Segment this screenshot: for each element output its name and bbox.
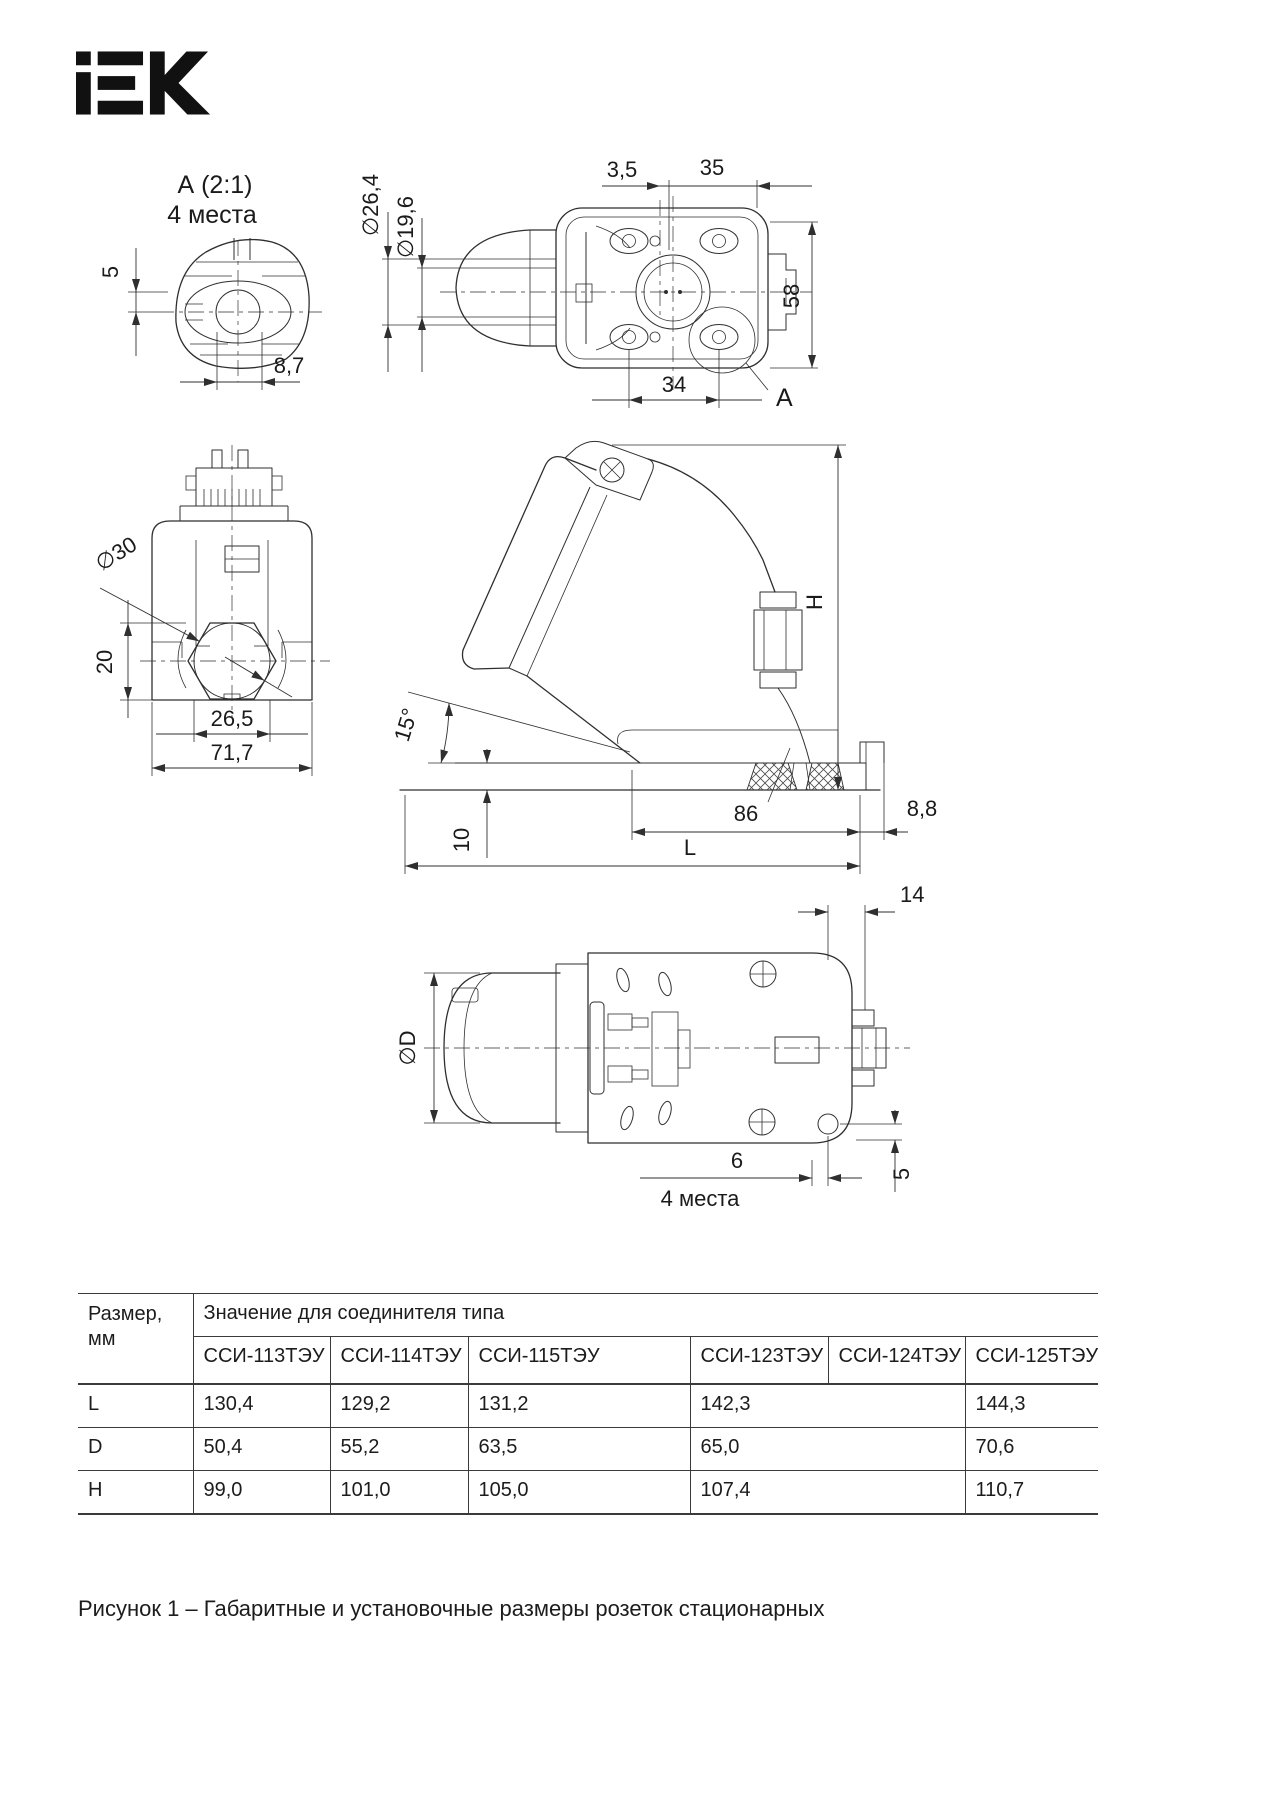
row-name: H [78,1471,193,1515]
dim-label-slot-height: 5 [98,265,123,279]
bottom-mount-hole [818,1114,838,1134]
dim-label-gland-width: 26,5 [210,706,254,731]
cell-value: 99,0 [193,1471,330,1515]
technical-drawings [0,150,1280,1310]
cell-value: 110,7 [965,1471,1098,1515]
side-dim-H [612,445,846,790]
size-label-line2: мм [88,1328,116,1350]
cell-value: 129,2 [330,1384,468,1428]
detail-inner-lines [184,238,305,355]
cell-value: 70,6 [965,1428,1098,1471]
top-dim-58 [770,222,818,368]
dim-label-hole-to-edge: 6 [730,1148,744,1173]
logo-e-mid [98,76,135,90]
rear-view [91,445,330,776]
dim-label-tilt-angle: 15° [389,705,423,745]
dim-label-slot-width: 8,7 [273,353,305,378]
detail-view-a [98,171,322,390]
dim-label-hole-spacing: 34 [661,372,687,397]
cell-value: 55,2 [330,1428,468,1471]
table-row-D [78,1428,1098,1471]
size-label-line1: Размер, [88,1303,163,1325]
holes-count-note: 4 места [660,1186,740,1211]
dim-label-gland-offset: 20 [92,649,117,675]
table-header-type-3: ССИ-123ТЭУ [690,1337,828,1385]
table-header-type-5: ССИ-125ТЭУ [965,1337,1098,1385]
cell-value-merged: 107,4 [690,1471,965,1515]
dimension-table [78,1293,1098,1515]
rear-dim-dia-30 [91,531,292,697]
logo-i-dot [76,51,91,65]
detail-dim-5 [98,248,168,356]
top-dim-3-5-35 [602,155,812,250]
top-body-outline [556,208,768,368]
figure-caption: Рисунок 1 – Габаритные и установочные размеры розеток стационарных [78,1596,825,1621]
logo-k-stem [150,51,165,114]
cell-value: 130,4 [193,1384,330,1428]
side-view [389,441,937,874]
detail-view-subtitle: 4 места [167,201,257,229]
logo-k-chevron [163,51,210,114]
table-row-H [78,1471,1098,1515]
logo-e-top [98,51,143,65]
dim-label-hole-offset-5: 5 [889,1167,914,1181]
dim-label-body-height: 58 [779,283,804,309]
top-interior-details [576,226,796,350]
cell-value: 105,0 [468,1471,690,1515]
cell-value: 131,2 [468,1384,690,1428]
cell-value-merged: 142,3 [690,1384,965,1428]
iek-logo [76,50,214,116]
table-header-type-0: ССИ-113ТЭУ [193,1337,330,1385]
cell-value: 63,5 [468,1428,690,1471]
rear-dim-26-5 [156,700,308,742]
logo-e-bottom [98,101,143,115]
dim-label-total-height: H [802,594,827,610]
table-header-row-2 [78,1337,1098,1385]
cell-value-merged: 65,0 [690,1428,965,1471]
side-wall-base [400,742,884,802]
cell-value: 50,4 [193,1428,330,1471]
bottom-view [395,882,924,1211]
table-row-L [78,1384,1098,1428]
table-header-type-4: ССИ-124ТЭУ [828,1337,965,1385]
cell-value: 101,0 [330,1471,468,1515]
dim-label-hole-to-edge: 35 [699,155,725,180]
rear-terminal-block [180,450,288,521]
top-view [358,155,818,412]
dim-label-dia-outer: ∅26,4 [358,174,383,236]
bottom-dim-5 [840,1110,914,1192]
side-body-outline [462,441,838,763]
table-header-type-1: ССИ-114ТЭУ [330,1337,468,1385]
detail-callout-label: А [776,384,793,412]
row-name: D [78,1428,193,1471]
dim-label-dia-inner: ∅19,6 [393,196,418,258]
dim-label-base-thickness: 10 [449,827,474,853]
table-header-group: Значение для соединителя типа [193,1294,1098,1337]
bottom-dim-6 [640,1136,862,1211]
dim-label-dia-gland: ∅30 [90,531,142,576]
table-header-row-1 [78,1294,1098,1337]
side-dim-10 [449,749,487,858]
top-body-inner [566,217,758,359]
table-header-type-2: ССИ-115ТЭУ [468,1337,690,1385]
row-name: L [78,1384,193,1428]
side-dim-8-8 [860,763,937,840]
table-header-size [78,1294,193,1385]
detail-dim-8-7 [180,332,304,390]
top-dim-diameters [358,174,422,372]
dim-label-shroud-dia: ∅D [395,1030,420,1066]
dim-label-hole-to-gland: 14 [900,882,925,907]
dim-label-body-width: 71,7 [210,740,254,765]
cell-value: 144,3 [965,1384,1098,1428]
dim-label-base-length: 86 [733,801,759,826]
bottom-dim-14 [798,882,924,1010]
detail-view-title: А (2:1) [177,171,253,199]
dim-label-gland-protrusion: 8,8 [906,796,938,821]
top-detail-callout [689,307,793,412]
dim-label-total-length: L [683,835,697,860]
logo-i-stem [76,72,91,114]
dim-label-hole-offset: 3,5 [606,157,638,182]
